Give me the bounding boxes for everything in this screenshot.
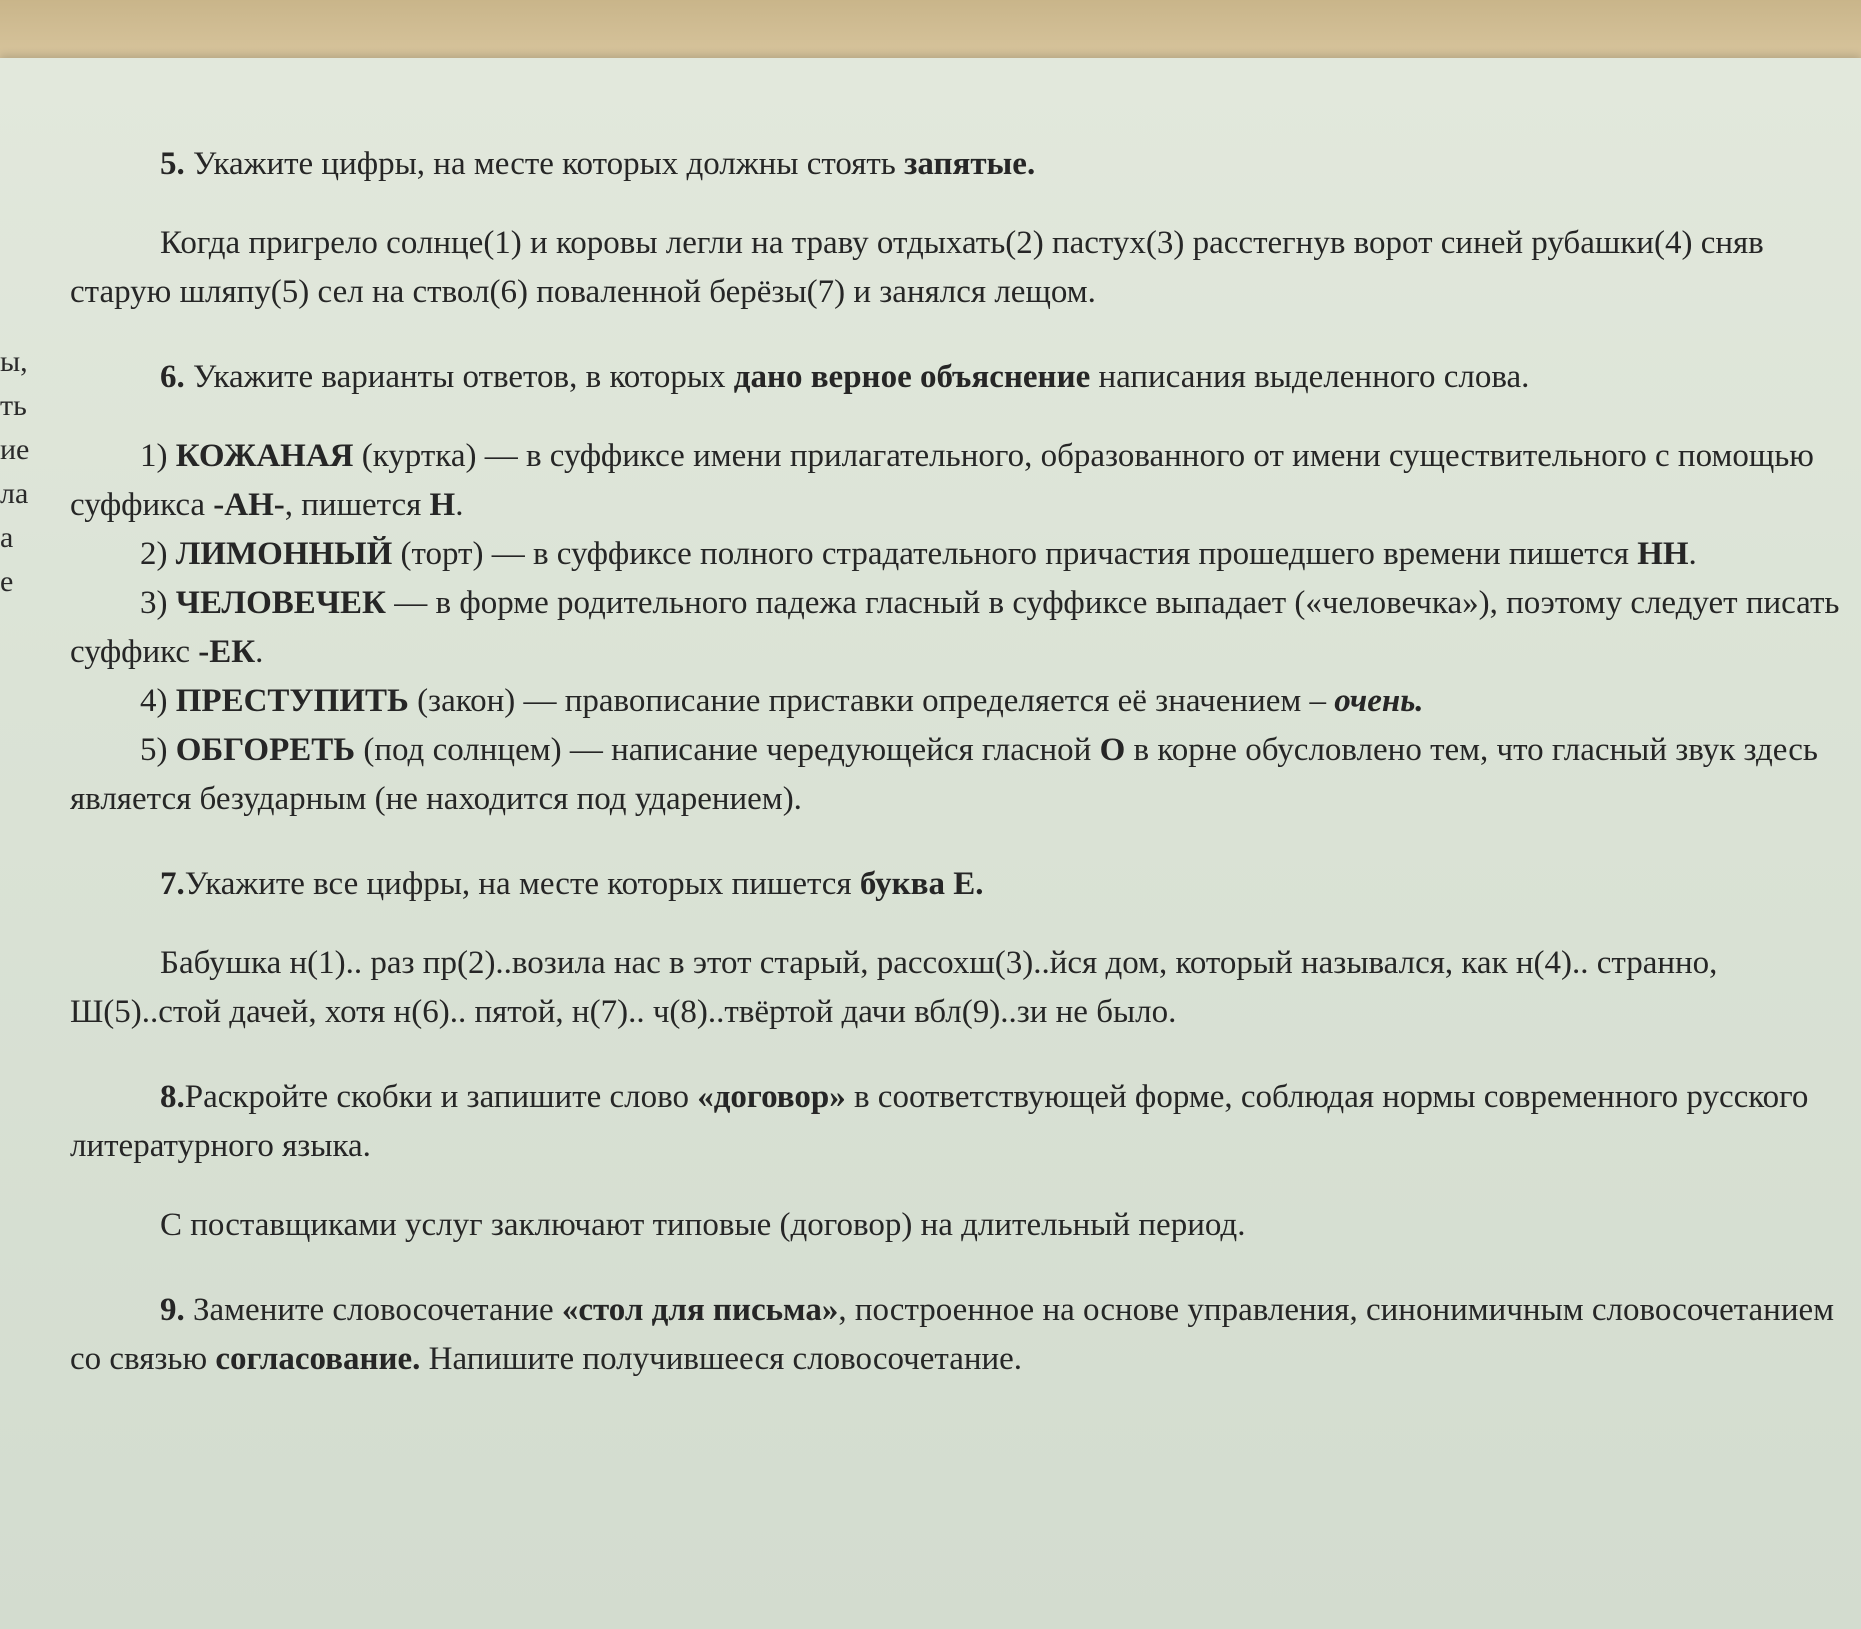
task-9-instruction-bold: согласование.: [215, 1341, 421, 1377]
task-9-instruction-mid: , построенное на основе управления, синонимичным словосочетанием со связью: [70, 1292, 1835, 1377]
task-5-instruction-bold: запятые.: [904, 146, 1036, 182]
task-7-sentence: Бабушка н(1).. раз пр(2)..возила нас в этот старый, рассохш(3)..йся дом, который назывался, как н(4).. странно, Ш(5)..стой дачей, хотя н(6).. пятой, н(7).. ч(8)..твёртой дачи вбл(9)..зи не было.: [70, 945, 1718, 1030]
option-word: ЛИМОННЫЙ: [175, 536, 393, 572]
option-word: ОБГОРЕТЬ: [175, 732, 356, 768]
answer-option-3: [70, 579, 1850, 677]
option-italic: очень.: [1334, 683, 1424, 719]
task-9-instruction: [70, 1286, 1850, 1384]
option-text: .: [255, 634, 264, 670]
option-text: — в форме родительного падежа гласный в суффиксе выпадает («человечка»), поэтому следует писать суффикс: [70, 585, 1840, 670]
task-7-instruction: [70, 860, 1850, 909]
task-9-instruction-bold: «стол для письма»: [561, 1292, 839, 1328]
answer-option-5: [70, 726, 1850, 824]
option-bold: НН: [1637, 536, 1689, 572]
task-5-instruction-text: Укажите цифры, на месте которых должны стоять: [193, 146, 896, 182]
option-bold: -АН-: [213, 487, 285, 523]
task-7-instruction-text: Укажите все цифры, на месте которых пишется: [184, 866, 852, 902]
option-number: 5): [140, 732, 168, 768]
task-5-number: 5.: [160, 146, 185, 182]
option-text: — написание чередующейся гласной: [569, 732, 1092, 768]
option-word: ПРЕСТУПИТЬ: [175, 683, 409, 719]
margin-fragment: ть: [0, 389, 27, 422]
task-8-instruction-start: Раскройте скобки и запишите слово: [184, 1079, 689, 1115]
task-9-instruction-end: Напишите получившееся словосочетание.: [428, 1341, 1023, 1377]
task-8-number: 8.: [160, 1079, 185, 1115]
option-context: (под солнцем): [363, 732, 562, 768]
task-5-instruction: [70, 140, 1850, 189]
task-6-instruction-bold: дано верное объяснение: [733, 359, 1091, 395]
worksheet-content: [70, 140, 1850, 1420]
task-6-instruction-start: Укажите варианты ответов, в которых: [193, 359, 726, 395]
option-context: (куртка): [361, 438, 477, 474]
task-6-instruction-end: написания выделенного слова.: [1098, 359, 1530, 395]
task-6: [70, 353, 1850, 824]
margin-fragment: а: [0, 521, 14, 554]
task-7-instruction-bold: буква Е.: [859, 866, 984, 902]
task-9-instruction-start: Замените словосочетание: [193, 1292, 554, 1328]
option-text: , пишется: [284, 487, 422, 523]
task-9-number: 9.: [160, 1292, 185, 1328]
option-bold: О: [1099, 732, 1126, 768]
option-word: КОЖАНАЯ: [175, 438, 354, 474]
option-bold: -ЕК: [198, 634, 256, 670]
margin-fragment: ие: [0, 433, 30, 466]
answer-option-4: [70, 677, 1850, 726]
option-text: — правописание приставки определяется её значением –: [523, 683, 1327, 719]
option-number: 1): [140, 438, 168, 474]
task-8-instruction-end: в соответствующей форме, соблюдая нормы современного русского литературного языка.: [70, 1079, 1809, 1164]
option-word: ЧЕЛОВЕЧЕК: [175, 585, 386, 621]
option-text: в корне обусловлено тем, что гласный звук здесь является безударным (не находится под ударением).: [70, 732, 1818, 817]
option-text: .: [1688, 536, 1697, 572]
margin-fragment: е: [0, 565, 14, 598]
task-8-instruction: [70, 1073, 1850, 1171]
task-7: [70, 860, 1850, 1037]
task-8-sentence: С поставщиками услуг заключают типовые (договор) на длительный период.: [160, 1207, 1246, 1243]
option-text: — в суффиксе полного страдательного причастия прошедшего времени пишется: [491, 536, 1629, 572]
task-9: [70, 1286, 1850, 1384]
left-margin-fragments: [0, 340, 30, 604]
option-text: — в суффиксе имени прилагательного, образованного от имени существительного с помощью суффикса: [70, 438, 1814, 523]
option-context: (закон): [417, 683, 516, 719]
option-number: 4): [140, 683, 168, 719]
option-bold: Н: [429, 487, 456, 523]
task-8: [70, 1073, 1850, 1250]
option-number: 3): [140, 585, 168, 621]
option-number: 2): [140, 536, 168, 572]
option-context: (торт): [400, 536, 484, 572]
task-5-sentence: Когда пригрело солнце(1) и коровы легли на траву отдыхать(2) пастух(3) расстегнув ворот синей рубашки(4) сняв старую шляпу(5) сел на ствол(6) поваленной берёзы(7) и занялся лещом.: [70, 225, 1764, 310]
answer-option-2: [70, 530, 1850, 579]
answer-option-1: [70, 432, 1850, 530]
margin-fragment: ла: [0, 477, 29, 510]
option-text: .: [455, 487, 464, 523]
task-5: [70, 140, 1850, 317]
task-8-instruction-bold: «договор»: [697, 1079, 846, 1115]
margin-fragment: ы,: [0, 345, 28, 378]
task-6-number: 6.: [160, 359, 185, 395]
task-6-instruction: [70, 353, 1850, 402]
task-7-number: 7.: [160, 866, 185, 902]
